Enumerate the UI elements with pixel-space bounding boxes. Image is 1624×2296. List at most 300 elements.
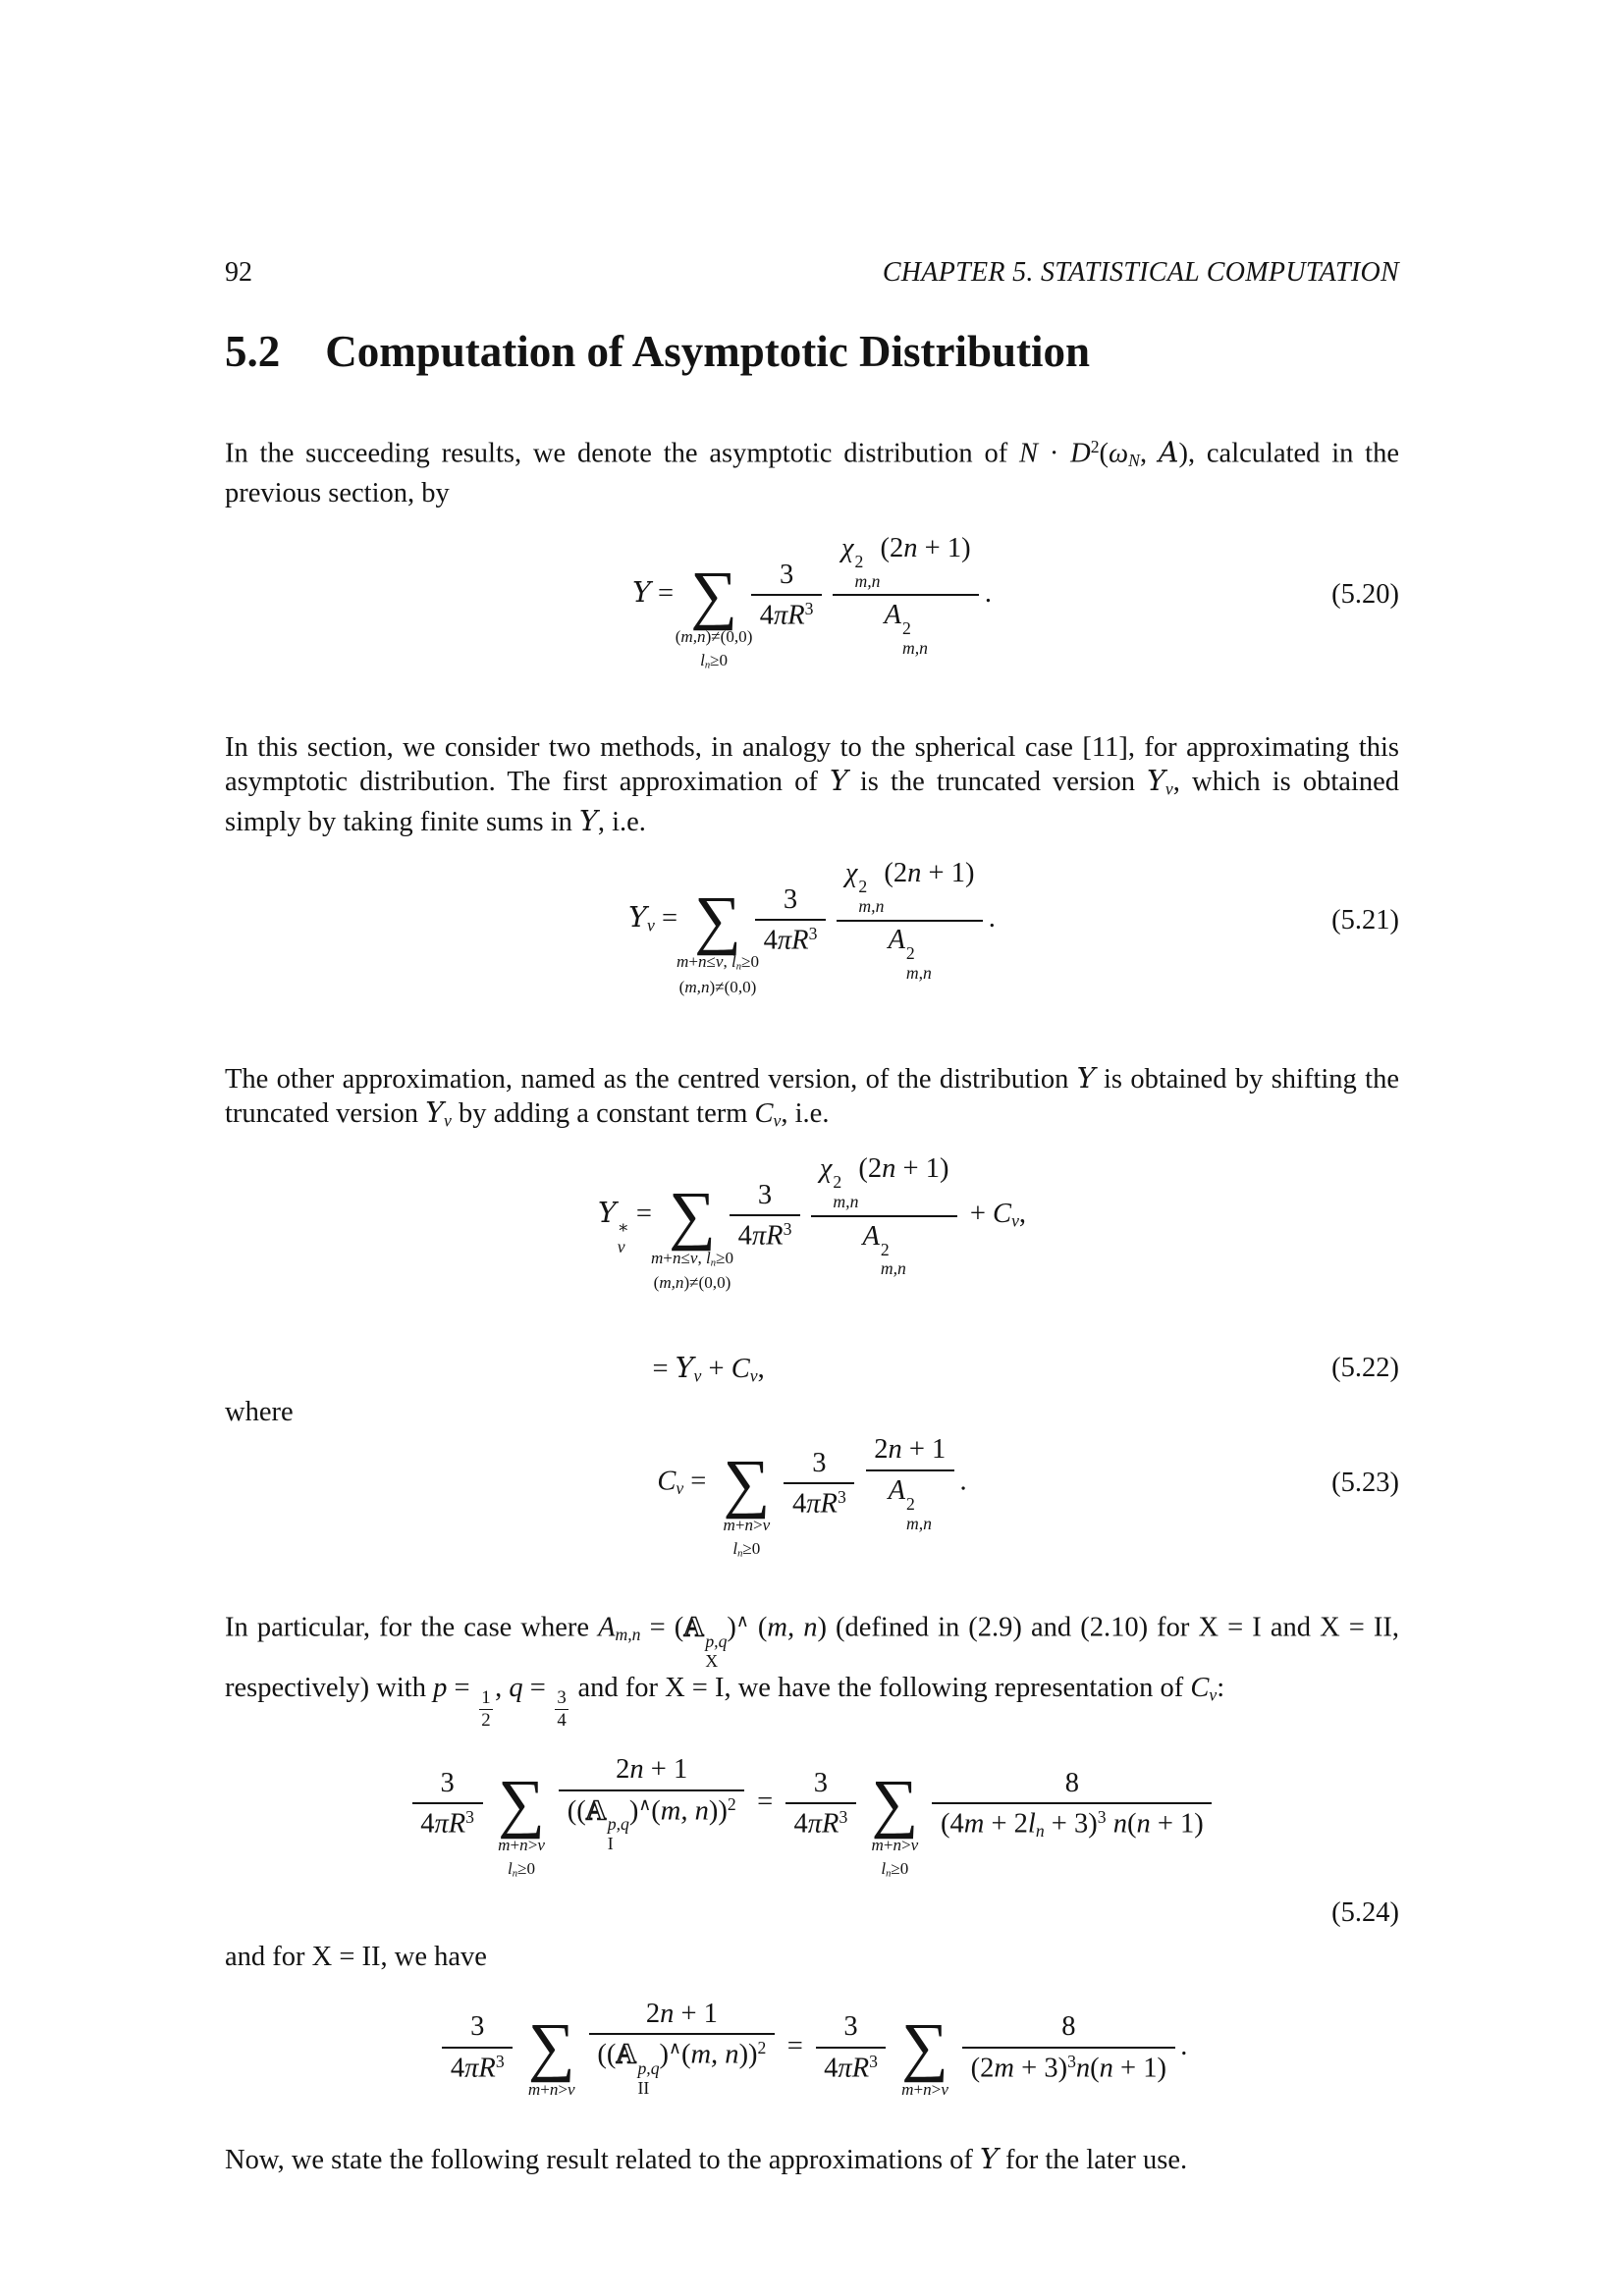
math-italic: n (697, 952, 707, 972)
math-italic: p (433, 1672, 448, 1703)
summation-limit-line: m+n≤ν, $l_n\ge 0$ (676, 952, 760, 974)
math-italic: n (923, 2080, 932, 2100)
script-letter: Y (579, 805, 598, 838)
equation-5-22-number: (5.22) (1331, 1353, 1399, 1384)
math-italic: m,n (684, 977, 710, 996)
stacked-superscript (608, 1815, 629, 1835)
subscript (444, 1110, 452, 1130)
equation-5-22-column (598, 1152, 1026, 1386)
sup-sub-stack (906, 1495, 932, 1534)
math-italic: C (657, 1466, 677, 1497)
script-letter: Y (829, 764, 848, 797)
sup-sub-stack (858, 878, 884, 917)
subscript (1128, 451, 1140, 470)
math-italic: l (700, 651, 705, 670)
script-letter: Y (632, 576, 651, 610)
equation-5-21 (225, 857, 1399, 996)
equation-5-21-number: (5.21) (1331, 904, 1399, 935)
math-italic: C (1190, 1672, 1210, 1703)
math-italic: C (993, 1199, 1012, 1230)
subscript (676, 1478, 683, 1498)
math-italic: n (1112, 1808, 1127, 1840)
math-italic: ν (568, 2080, 575, 2100)
stacked-subscript: X (705, 1650, 719, 1671)
stacked-superscript: 2 (901, 618, 911, 639)
stacked-subscript (855, 572, 881, 592)
paragraph-case-two: and for X = II, we have (225, 1941, 487, 1972)
math-italic: m (723, 1516, 735, 1535)
math-italic: ω (1109, 438, 1129, 469)
section-title: Computation of Asymptotic Distribution (325, 327, 1091, 376)
stacked-subscript (858, 897, 884, 917)
math-italic: n (893, 1836, 901, 1855)
superscript: ∧ (735, 1611, 749, 1631)
math-italic: n (704, 660, 711, 671)
fraction-numerator: 3 (751, 559, 822, 596)
math-italic: n (1035, 1820, 1045, 1841)
math-italic: ν (749, 1365, 758, 1386)
fraction (479, 1688, 493, 1730)
fraction-denominator: $(2m + 3)^3n(n + 1)$ (970, 2051, 1166, 2084)
equation-5-24-number: (5.24) (1331, 1896, 1399, 1928)
fraction (811, 1152, 957, 1279)
fraction-numerator: 2n + 1 (559, 1753, 744, 1790)
math-italic: πR (807, 1808, 839, 1840)
sigma-glyph: ∑ (669, 1178, 716, 1252)
math-italic: m,n (901, 638, 928, 659)
math-italic: n (903, 533, 918, 564)
math-italic: ν (715, 952, 724, 972)
fraction-numerator: χ 2 m,n (2n + 1) (837, 857, 983, 921)
math-italic: N (1128, 451, 1140, 471)
fraction-denominator (837, 922, 983, 984)
blackboard-letter: A (616, 2039, 637, 2070)
math-italic: m,n (905, 1513, 932, 1533)
math-italic: πR (751, 1220, 784, 1252)
summation-limits (528, 2078, 575, 2102)
superscript: 2 (727, 1793, 736, 1814)
math-italic: m,n (659, 1273, 684, 1292)
summation-limit-line: m+n>ν (527, 2080, 575, 2100)
math-italic: A (598, 1613, 616, 1644)
superscript: 3 (804, 598, 814, 618)
math-italic: ν (1011, 1210, 1019, 1231)
summation-sigma (676, 882, 760, 996)
paragraph-intro: In the succeeding results, we denote the asymptotic distribution of $N \cdot D^2(\omega_N$, A), calculated in the previous section, by (225, 436, 1400, 509)
superscript: 3 (495, 2051, 505, 2071)
sup-sub-stack (881, 1241, 906, 1280)
fraction-denominator: $4\pi R^3$ (420, 1807, 474, 1840)
math-italic: n (1075, 2053, 1091, 2084)
sup-sub-stack (608, 1815, 629, 1854)
subscript (513, 1869, 517, 1880)
math-italic: m (676, 952, 689, 972)
stacked-superscript: 2 (854, 552, 864, 572)
equation-5-24 (225, 1753, 1399, 1881)
math-italic: l (508, 1859, 513, 1879)
math-italic: m (527, 2080, 541, 2100)
subscript (647, 916, 655, 935)
math-italic: n (629, 1754, 644, 1786)
fraction (962, 2010, 1174, 2085)
math-italic: m, n (767, 1613, 818, 1644)
fraction (785, 1767, 856, 1842)
fraction (932, 1767, 1212, 1842)
math-italic: l (1027, 1808, 1036, 1840)
summation-sigma (871, 1766, 919, 1881)
section-heading (225, 326, 1399, 377)
math-italic: πR (464, 2053, 496, 2084)
summation-limit-line: (m,n)≠(0,0) (653, 1273, 731, 1292)
superscript: 3 (869, 2051, 878, 2071)
equation-5-23 (225, 1433, 1399, 1560)
stacked-superscript: 2 (880, 1239, 890, 1259)
summation-limit-line: (m,n)≠(0,0) (678, 977, 757, 996)
sup-sub-stack (902, 619, 928, 659)
math-italic: ν (537, 1836, 545, 1855)
summation-limit-line: m+n>ν (723, 1516, 771, 1535)
summation-sigma (675, 558, 753, 671)
stacked-superscript: 2 (858, 877, 868, 897)
fraction-denominator: $4\pi R^3$ (792, 1486, 846, 1520)
math-italic: n (672, 1248, 681, 1267)
equation-5-22 (225, 1152, 1399, 1386)
subscript (1165, 778, 1173, 798)
math-italic: ν (1164, 778, 1173, 799)
fraction-denominator: $4\pi R^3$ (793, 1807, 848, 1840)
fraction-denominator: $4\pi R^3$ (450, 2051, 505, 2084)
math-italic: m,n (880, 1258, 906, 1279)
math-italic: n (735, 962, 742, 974)
fraction (555, 1688, 568, 1730)
script-letter: Y (425, 1095, 445, 1129)
paragraph-centred-version: The other approximation, named as the centred version, of the distribution Y is obtained by shifting the truncated version $Y_\nu$ by adding a constant term $C_\nu$, i.e. (225, 1061, 1399, 1131)
paragraph-two-methods: In this section, we consider two methods, in analogy to the spherical case [11], for approximating this asymptotic distribution. The first approximation of Y is the truncated version $Y_\nu$, which is obtained simply by taking finite sums in Y, i.e. (225, 731, 1399, 838)
math-italic: m, n (660, 1795, 709, 1827)
fraction-numerator: 2n + 1 (866, 1433, 954, 1470)
equation-5-21-body: $Y_\nu$ = ∑ m+n≤ν, $l_n\ge 0$ (m,n)≠(0,0) $\frac{3}{4\pi R^3}$ χ 2 m,n (2n + 1) A 2 m,n . (628, 857, 996, 984)
fraction (751, 559, 822, 633)
stacked-superscript (637, 2059, 659, 2079)
fraction (412, 1767, 483, 1842)
equation-5-20 (225, 532, 1399, 671)
math-italic: m (901, 2080, 914, 2100)
fraction (730, 1179, 800, 1254)
fraction-denominator: 2 (481, 1709, 491, 1731)
superscript: 3 (783, 1219, 792, 1240)
sigma-glyph: ∑ (498, 1766, 545, 1840)
summation-sigma (901, 2010, 948, 2100)
math-italic: l (706, 1248, 711, 1267)
subscript (705, 661, 710, 671)
stacked-subscript (902, 639, 928, 659)
page-header (225, 257, 1399, 289)
fraction-numerator: 8 (962, 2010, 1174, 2048)
summation-limit-line: m+n>ν (901, 2080, 948, 2100)
summation-limits (498, 1834, 545, 1882)
fraction-numerator: 3 (555, 1688, 568, 1710)
superscript: 3 (1097, 1806, 1107, 1827)
subscript (616, 1625, 641, 1644)
math-italic: m, n (690, 2039, 739, 2070)
fraction-numerator: 3 (442, 2010, 513, 2048)
math-italic: m (994, 2053, 1015, 2084)
stacked-subscript (906, 964, 932, 984)
math-italic: n (907, 858, 922, 889)
math-italic: l (731, 952, 736, 972)
math-italic: p,q (637, 2057, 660, 2078)
math-italic: m (650, 1248, 664, 1267)
stacked-superscript (705, 1632, 727, 1652)
superscript: 3 (808, 924, 818, 944)
math-italic: n (1099, 2053, 1113, 2084)
superscript: 2 (757, 2038, 767, 2058)
math-italic: πR (434, 1808, 466, 1840)
math-italic: n (886, 1869, 892, 1881)
math-italic: ν (676, 1478, 684, 1499)
equation-case-ii-body: $\frac{3}{4\pi R^3}$ ∑ m+n>ν 2n + 1 ((A p,q II )∧(m, n))$^2$ = $\frac{3}{4\pi R^3}$ ∑ m+n>ν $\frac{8}{(2m + 3)^3n(n + 1)}$ . (437, 1998, 1188, 2099)
sigma-glyph: ∑ (871, 1766, 919, 1840)
math-italic: n (519, 1836, 528, 1855)
math-italic: ν (941, 2080, 948, 2100)
math-italic: m,n (905, 963, 932, 984)
math-italic: l (732, 1539, 738, 1559)
superscript: 3 (465, 1807, 474, 1828)
fraction-denominator: 4 (557, 1709, 567, 1731)
equation-5-23-body: $C_\nu$ = ∑ m+n>ν $l_n\ge 0$ $\frac{3}{4\pi R^3}$ 2n + 1 A 2 m,n . (657, 1433, 966, 1533)
fraction-numerator: χ 2 m,n (2n + 1) (833, 532, 979, 596)
math-italic: ν (693, 1365, 702, 1386)
math-italic: ν (1209, 1683, 1218, 1704)
math-italic: n (744, 1516, 753, 1535)
math-italic: m,n (858, 895, 885, 916)
stacked-superscript: 2 (833, 1172, 842, 1193)
math-italic: πR (806, 1488, 838, 1520)
page-content (225, 0, 1399, 2177)
blackboard-letter: A (585, 1795, 607, 1827)
math-italic: χ (844, 858, 858, 889)
math-italic: A (884, 600, 901, 631)
stacked-subscript (618, 1238, 625, 1257)
equation-5-22-line1: Y ∗ ν = ∑ m+n≤ν, $l_n\ge 0$ (m,n)≠(0,0) $\frac{3}{4\pi R^3}$ χ 2 m,n (2n + 1) A 2 m,n + $C_\nu$, (598, 1152, 1026, 1279)
math-italic: m (871, 1836, 884, 1855)
summation-limits (901, 2078, 948, 2102)
math-italic: m,n (680, 627, 706, 647)
paragraph-closing: Now, we state the following result related to the approximations of Y for the later use. (225, 2143, 1188, 2176)
math-italic: ν (646, 915, 655, 935)
subscript (886, 1869, 891, 1880)
superscript: 3 (837, 1486, 846, 1507)
fraction-denominator: $4\pi R^3$ (824, 2051, 878, 2084)
superscript: 2 (1090, 437, 1100, 456)
fraction-numerator: χ 2 m,n (2n + 1) (811, 1152, 957, 1216)
summation-limit-line: m+n>ν (871, 1836, 919, 1855)
equation-case-ii (225, 1998, 1399, 2099)
summation-limits (677, 950, 759, 998)
subscript (1209, 1684, 1217, 1704)
summation-limit-line: $l_n\ge 0$ (700, 651, 729, 671)
summation-limits (676, 625, 753, 673)
fraction-numerator: 1 (479, 1688, 493, 1710)
fraction-denominator: $(4m + 2l_n + 3)^3$ n(n + 1) (941, 1806, 1204, 1841)
math-italic: n (882, 1153, 896, 1185)
math-italic: m,n (833, 1192, 859, 1212)
equation-5-20-number: (5.20) (1331, 579, 1399, 611)
fraction (442, 2010, 513, 2085)
sigma-glyph: ∑ (527, 2010, 575, 2084)
sup-sub-stack (705, 1632, 727, 1672)
script-letter: Y (1076, 1061, 1096, 1095)
fraction (589, 1998, 775, 2099)
summation-limit-line: m+n≤ν, $l_n\ge 0$ (650, 1248, 733, 1269)
paragraph-where: where (225, 1397, 294, 1428)
fraction (833, 532, 979, 659)
blackboard-letter: A (683, 1613, 705, 1644)
script-letter: Y (597, 1197, 617, 1230)
fraction (837, 857, 983, 984)
math-italic: l (881, 1859, 887, 1879)
superscript: ∧ (638, 1793, 652, 1814)
math-italic: m,n (615, 1625, 641, 1645)
fraction (559, 1753, 744, 1854)
math-italic: q (509, 1672, 523, 1703)
math-italic: A (888, 925, 905, 956)
equation-5-22-line2: = $Y_\nu + C_\nu$, (652, 1352, 765, 1386)
subscript (736, 962, 741, 973)
superscript: ∧ (669, 2038, 681, 2058)
summation-limit-line: $l_n\ge 0$ (508, 1859, 536, 1881)
summation-limit-line: m+n>ν (498, 1836, 545, 1855)
fraction-denominator: $4\pi R^3$ (759, 598, 814, 631)
summation-sigma (650, 1178, 733, 1292)
script-letter: A (1158, 436, 1179, 469)
summation-sigma (527, 2010, 575, 2100)
math-italic: N (1019, 438, 1039, 469)
sigma-glyph: ∑ (694, 882, 741, 956)
fraction-denominator (866, 1471, 954, 1533)
fraction-denominator (833, 596, 979, 658)
math-italic: πR (777, 925, 809, 956)
fraction-denominator: $4\pi R^3$ (737, 1219, 792, 1252)
script-letter: Y (675, 1352, 694, 1385)
stacked-subscript (833, 1193, 858, 1212)
section-number: 5.2 (225, 327, 281, 376)
fraction-numerator: 2n + 1 (589, 1998, 775, 2035)
stacked-superscript: 2 (905, 1493, 915, 1514)
sigma-glyph: ∑ (690, 558, 737, 631)
math-italic: ν (689, 1248, 698, 1267)
fraction-numerator: 3 (785, 1767, 856, 1804)
stacked-superscript: 2 (905, 943, 915, 964)
math-italic: C (731, 1354, 750, 1385)
fraction-numerator: 3 (816, 2010, 887, 2048)
math-italic: n (1136, 1808, 1151, 1840)
script-letter: Y (980, 2143, 999, 2176)
fraction-denominator: $4\pi R^3$ (763, 924, 818, 956)
sup-sub-stack (618, 1218, 629, 1257)
sigma-glyph: ∑ (901, 2010, 948, 2084)
subscript (711, 1257, 716, 1268)
summation-sigma (498, 1766, 545, 1881)
running-head: CHAPTER 5. STATISTICAL COMPUTATION (882, 257, 1399, 288)
sigma-glyph: ∑ (723, 1446, 771, 1520)
math-italic: n (512, 1869, 518, 1881)
math-italic: ν (617, 1237, 625, 1256)
math-italic: n (710, 1257, 717, 1269)
math-italic: A (862, 1220, 880, 1252)
math-italic: m (963, 1808, 985, 1840)
math-italic: ν (762, 1516, 771, 1535)
math-italic: πR (838, 2053, 870, 2084)
equation-5-24-body: $\frac{3}{4\pi R^3}$ ∑ m+n>ν $l_n\ge 0$ 2n + 1 ((A p,q I )∧(m, n))$^2$ = $\frac{3}{4\pi R^3}$ ∑ m+n>ν $l_n\ge 0$ $\frac{8}{(4m + 2l_n + 3)^3 n(n + 1)}$ (406, 1753, 1218, 1854)
subscript (694, 1365, 702, 1385)
math-italic: ν (773, 1110, 782, 1131)
stacked-subscript (906, 1515, 932, 1534)
fraction (816, 2010, 887, 2085)
subscript (1011, 1211, 1019, 1231)
stacked-subscript: I (607, 1834, 614, 1854)
fraction (755, 883, 826, 958)
superscript: 3 (1067, 2051, 1076, 2071)
fraction-numerator: 8 (932, 1767, 1212, 1804)
stacked-subscript (881, 1259, 906, 1279)
sup-sub-stack (833, 1173, 858, 1212)
summation-sigma (723, 1446, 771, 1560)
math-italic: n (888, 1434, 902, 1466)
equation-5-20-body: Y = ∑ (m,n)≠(0,0) $l_n\ge 0$ $\frac{3}{4\pi R^3}$ χ 2 m,n (2n + 1) A 2 m,n . (632, 532, 992, 659)
fraction (866, 1433, 954, 1533)
summation-limit-line: $l_n\ge 0$ (732, 1539, 761, 1560)
summation-limits (871, 1834, 918, 1882)
math-italic: n (737, 1548, 743, 1560)
equation-5-23-number: (5.23) (1331, 1468, 1399, 1499)
math-italic: A (888, 1474, 905, 1506)
fraction-numerator: 3 (784, 1447, 854, 1484)
sup-sub-stack (637, 2059, 659, 2099)
stacked-subscript: II (637, 2077, 650, 2098)
stacked-superscript: ∗ (617, 1217, 629, 1238)
subscript (750, 1365, 758, 1385)
fraction-denominator: ((A p,q I )∧(m, n))$^2$ (567, 1793, 736, 1854)
script-letter: Y (628, 901, 647, 934)
math-italic: m (498, 1836, 511, 1855)
subscript (1036, 1821, 1045, 1841)
math-italic: ν (444, 1110, 452, 1131)
math-italic: p,q (705, 1630, 728, 1651)
math-italic: D (1070, 438, 1091, 469)
fraction-numerator: 3 (730, 1179, 800, 1216)
math-italic: χ (840, 533, 854, 564)
math-italic: ν (910, 1836, 919, 1855)
math-italic: m,n (854, 570, 881, 591)
summation-limits (651, 1247, 733, 1295)
math-italic: C (754, 1097, 774, 1129)
math-italic: n (660, 1998, 675, 2029)
subscript (737, 1549, 742, 1560)
sup-sub-stack (855, 553, 881, 592)
sup-sub-stack (906, 944, 932, 984)
summation-limit-line: $l_n\ge 0$ (881, 1859, 909, 1881)
fraction (784, 1447, 854, 1522)
math-italic: χ (819, 1153, 833, 1185)
math-italic: p,q (607, 1814, 629, 1835)
script-letter: Y (1147, 764, 1165, 797)
fraction-numerator: 3 (755, 883, 826, 921)
page-number: 92 (225, 257, 252, 288)
fraction-numerator: 3 (412, 1767, 483, 1804)
summation-limit-line: (m,n)≠(0,0) (675, 627, 753, 647)
math-italic: n (549, 2080, 559, 2100)
